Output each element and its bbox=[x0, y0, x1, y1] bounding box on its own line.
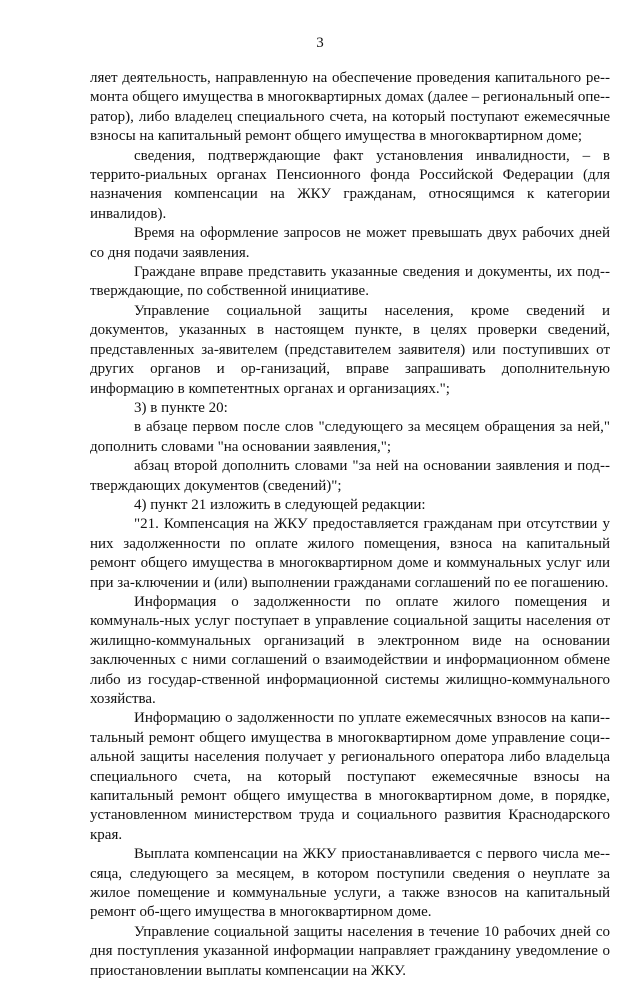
paragraph: абзац второй дополнить словами "за ней на основании заявления и под-тверждающих документов (сведений)"; bbox=[90, 458, 610, 494]
page-number: 3 bbox=[316, 35, 324, 51]
document-body bbox=[90, 69, 610, 981]
paragraph: Информация о задолженности по оплате жилого помещения и коммуналь-ных услуг поступает в управление социальной защиты населения от жилищно-коммунальных организаций в электронном виде на основании заключенных с ними соглашений о взаимодействии и информационном обмене либо из государ-ственной информационной системы жилищно-коммунального хозяйства. bbox=[90, 593, 610, 707]
paragraph: сведения, подтверждающие факт установления инвалидности, – в террито-риальных органах Пенсионного фонда Российской Федерации (для назначения компенсации на ЖКУ гражданам, относящимся к категории инвалидов). bbox=[90, 147, 610, 222]
paragraph: Управление социальной защиты населения, кроме сведений и документов, указанных в настоящем пункте, в целях проверки сведений, представленных за-явителем (представителем заявителя) или поступивших от других органов и ор-ганизаций, вправе запрашивать дополнительную информацию в компетентных органах и организациях."; bbox=[90, 302, 610, 397]
paragraph: ляет деятельность, направленную на обеспечение проведения капитального ре-монта общего имущества в многоквартирных домах (далее – региональный опе-ратор), либо владелец специального счета, на который поступают ежемесячные взносы на капитальный ремонт общего имущества в многоквартирном доме; bbox=[90, 70, 610, 145]
paragraph: Выплата компенсации на ЖКУ приостанавливается с первого числа ме-сяца, следующего за месяцем, в котором поступили сведения о неуплате за жилое помещение и коммунальные услуги, а также взносов на капитальный ремонт об-щего имущества в многоквартирном доме. bbox=[90, 846, 610, 921]
paragraph: Граждане вправе представить указанные сведения и документы, их под-тверждающие, по собственной инициативе. bbox=[90, 264, 610, 300]
paragraph: Время на оформление запросов не может превышать двух рабочих дней со дня подачи заявления. bbox=[90, 225, 610, 261]
paragraph: Управление социальной защиты населения в течение 10 рабочих дней со дня поступления указанной информации направляет гражданину уведомление о приостановлении выплаты компенсации на ЖКУ. bbox=[90, 923, 610, 979]
paragraph: "21. Компенсация на ЖКУ предоставляется гражданам при отсутствии у них задолженности по оплате жилого помещения, взноса на капитальный ремонт общего имущества в многоквартирном доме и коммунальных услуг или при за-ключении и (или) выполнении гражданами соглашений по ее погашению. bbox=[90, 516, 610, 591]
paragraph: 4) пункт 21 изложить в следующей редакции: bbox=[134, 496, 426, 513]
paragraph: в абзаце первом после слов "следующего за месяцем обращения за ней," дополнить словами "на основании заявления,"; bbox=[90, 419, 610, 455]
paragraph: Информацию о задолженности по уплате ежемесячных взносов на капи-тальный ремонт общего имущества в многоквартирном доме управление соци-альной защиты населения получает у регионального оператора либо владельца специального счета, на который поступают ежемесячные взносы на капитальный ремонт общего имущества в многоквартирном доме, в порядке, установленном министерством труда и социального развития Краснодарского края. bbox=[90, 710, 610, 843]
paragraph: 3) в пункте 20: bbox=[134, 399, 228, 416]
